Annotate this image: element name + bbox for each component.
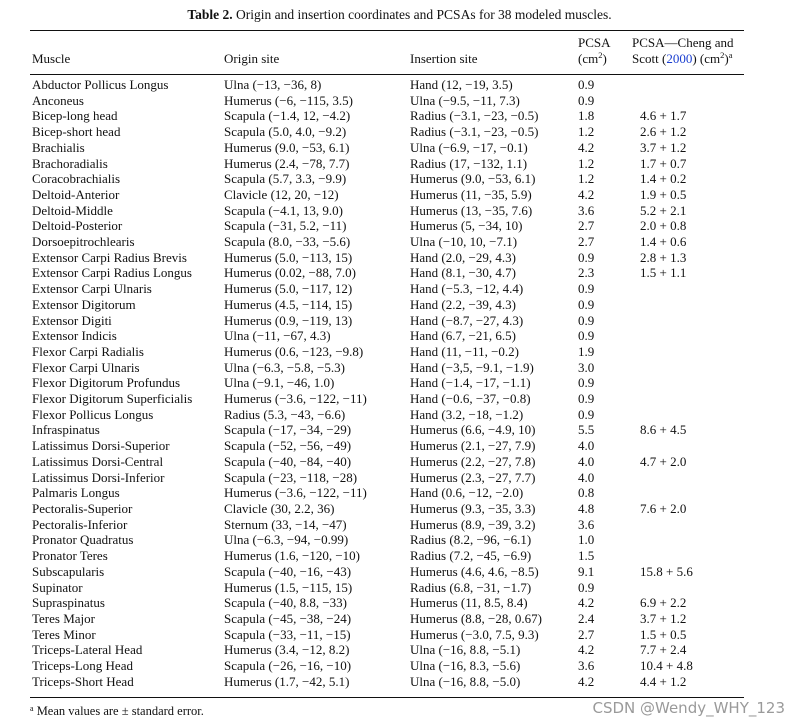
cell-pcsa: 4.0 [578,438,595,454]
cell-insertion: Ulna (−6.9, −17, −0.1) [410,139,528,155]
cell-cheng-pcsa [630,93,744,109]
top-rule [30,30,744,31]
muscle-table [30,77,744,689]
cell-cheng-pcsa [630,548,744,564]
cell-pcsa: 1.2 [578,155,595,171]
cell-cheng-pcsa: 4.6 + 1.7 [640,108,687,124]
cell-cheng-pcsa [630,375,744,391]
header-insertion: Insertion site [410,51,478,66]
cell-origin: Humerus (1.5, −115, 15) [224,579,353,595]
cell-muscle: Teres Minor [32,626,96,642]
cell-insertion: Hand (2.2, −39, 4.3) [410,296,516,312]
table-row [30,344,744,360]
cell-pcsa: 0.8 [578,485,595,501]
cell-insertion: Humerus (8.8, −28, 0.67) [410,610,542,626]
cell-insertion: Ulna (−9.5, −11, 7.3) [410,92,520,108]
cell-cheng-pcsa: 5.2 + 2.1 [640,202,687,218]
cell-origin: Clavicle (12, 20, −12) [224,186,339,202]
cell-origin: Humerus (−6, −115, 3.5) [224,92,353,108]
cell-origin: Scapula (−4.1, 13, 9.0) [224,202,343,218]
cell-origin: Scapula (−31, 5.2, −11) [224,218,347,234]
cell-insertion: Hand (−3,5, −9.1, −1.9) [410,359,534,375]
cell-pcsa: 9.1 [578,563,595,579]
cell-muscle: Bicep-short head [32,124,121,140]
cell-muscle: Triceps-Short Head [32,673,134,689]
cell-insertion: Humerus (4.6, 4.6, −8.5) [410,563,539,579]
cell-origin: Ulna (−11, −67, 4.3) [224,328,331,344]
cell-origin: Humerus (−3.6, −122, −11) [224,391,367,407]
cell-cheng-pcsa [630,360,744,376]
cell-pcsa: 0.9 [578,249,595,265]
cell-origin: Humerus (0.02, −88, 7.0) [224,265,356,281]
cell-muscle: Anconeus [32,92,84,108]
cell-insertion: Humerus (8.9, −39, 3.2) [410,516,536,532]
table-row [30,642,744,658]
table-row [30,422,744,438]
table-row [30,485,744,501]
cell-pcsa: 1.9 [578,343,595,359]
table-row [30,77,744,93]
cell-origin: Scapula (−23, −118, −28) [224,469,358,485]
cell-pcsa: 2.7 [578,626,595,642]
cell-cheng-pcsa [630,328,744,344]
cell-pcsa: 4.0 [578,453,595,469]
table-row [30,375,744,391]
cell-insertion: Radius (−3.1, −23, −0.5) [410,124,539,140]
table-row [30,407,744,423]
cell-pcsa: 3.6 [578,658,595,674]
cell-insertion: Humerus (13, −35, 7.6) [410,202,533,218]
table-row [30,580,744,596]
cell-insertion: Humerus (9.0, −53, 6.1) [410,171,536,187]
cell-cheng-pcsa [630,517,744,533]
cell-origin: Scapula (−26, −16, −10) [224,658,352,674]
muscle-table-body [30,77,744,689]
cell-origin: Scapula (−17, −34, −29) [224,422,352,438]
cell-muscle: Extensor Indicis [32,328,117,344]
cell-muscle: Deltoid-Middle [32,202,113,218]
table-row [30,501,744,517]
cell-insertion: Hand (12, −19, 3.5) [410,77,513,92]
table-row [30,218,744,234]
table-row [30,595,744,611]
table-row [30,140,744,156]
cell-muscle: Brachialis [32,139,85,155]
cell-cheng-pcsa: 3.7 + 1.2 [640,610,687,626]
table-row [30,265,744,281]
header-origin: Origin site [224,51,280,66]
cell-pcsa: 0.9 [578,375,595,391]
cell-origin: Scapula (−40, 8.8, −33) [224,595,347,611]
cell-cheng-pcsa: 7.6 + 2.0 [640,500,687,516]
cell-pcsa: 0.9 [578,406,595,422]
cell-origin: Humerus (1.6, −120, −10) [224,548,360,564]
cell-origin: Humerus (−3.6, −122, −11) [224,485,367,501]
table-row [30,124,744,140]
cell-cheng-pcsa [630,532,744,548]
table-title: Origin and insertion coordinates and PCSAs for 38 modeled muscles. [235,7,612,22]
table-row [30,674,744,690]
cell-muscle: Flexor Carpi Ulnaris [32,359,140,375]
table-row [30,470,744,486]
cell-insertion: Radius (−3.1, −23, −0.5) [410,108,539,124]
cell-pcsa: 1.2 [578,124,595,140]
cell-pcsa: 1.2 [578,171,595,187]
cell-muscle: Infraspinatus [32,422,100,438]
cell-insertion: Hand (8.1, −30, 4.7) [410,265,516,281]
cell-insertion: Ulna (−16, 8.8, −5.1) [410,642,521,658]
cell-cheng-pcsa [630,485,744,501]
cell-muscle: Pronator Quadratus [32,532,134,548]
table-row [30,297,744,313]
cell-cheng-pcsa: 6.9 + 2.2 [640,595,687,611]
cell-muscle: Extensor Digiti [32,312,112,328]
cell-pcsa: 0.9 [578,296,595,312]
cell-muscle: Extensor Carpi Radius Brevis [32,249,187,265]
cell-muscle: Flexor Digitorum Superficialis [32,391,193,407]
cell-pcsa: 2.4 [578,610,595,626]
cell-origin: Humerus (4.5, −114, 15) [224,296,353,312]
cell-cheng-pcsa [630,438,744,454]
cell-muscle: Dorsoepitrochlearis [32,234,135,250]
cell-muscle: Pectoralis-Inferior [32,516,128,532]
cell-muscle: Latissimus Dorsi-Superior [32,438,170,454]
cell-pcsa: 0.9 [578,328,595,344]
cell-cheng-pcsa: 7.7 + 2.4 [640,642,687,658]
cell-muscle: Flexor Carpi Radialis [32,343,144,359]
cell-pcsa: 4.2 [578,673,595,689]
citation-link[interactable]: 2000 [666,51,693,66]
cell-insertion: Hand (−0.6, −37, −0.8) [410,391,531,407]
cell-cheng-pcsa: 2.8 + 1.3 [640,249,687,265]
cell-cheng-pcsa [630,407,744,423]
cell-cheng-pcsa [630,281,744,297]
cell-origin: Scapula (−45, −38, −24) [224,610,352,626]
cell-insertion: Humerus (6.6, −4.9, 10) [410,422,536,438]
header-cheng [632,35,733,67]
cell-insertion: Radius (6.8, −31, −1.7) [410,579,532,595]
table-row [30,250,744,266]
cell-cheng-pcsa: 8.6 + 4.5 [640,422,687,438]
cell-pcsa: 0.9 [578,281,595,297]
cell-origin: Scapula (−1.4, 12, −4.2) [224,108,351,124]
cell-muscle: Supraspinatus [32,595,105,611]
cell-origin: Ulna (−6.3, −5.8, −5.3) [224,359,345,375]
table-row [30,171,744,187]
cell-insertion: Hand (−8.7, −27, 4.3) [410,312,524,328]
cell-muscle: Bicep-long head [32,108,118,124]
cell-pcsa: 1.5 [578,548,595,564]
cell-insertion: Hand (0.6, −12, −2.0) [410,485,524,501]
cell-origin: Scapula (8.0, −33, −5.6) [224,234,351,250]
cell-cheng-pcsa [630,297,744,313]
table-row [30,532,744,548]
cell-cheng-pcsa: 1.7 + 0.7 [640,155,687,171]
cell-pcsa: 4.8 [578,500,595,516]
cell-pcsa: 0.9 [578,92,595,108]
cell-cheng-pcsa: 2.0 + 0.8 [640,218,687,234]
cell-insertion: Hand (2.0, −29, 4.3) [410,249,516,265]
cell-muscle: Deltoid-Posterior [32,218,123,234]
cell-muscle: Latissimus Dorsi-Inferior [32,469,165,485]
cell-cheng-pcsa: 2.6 + 1.2 [640,124,687,140]
cell-cheng-pcsa [630,313,744,329]
cell-insertion: Ulna (−16, 8.8, −5.0) [410,673,521,689]
watermark: CSDN @Wendy_WHY_123 [592,699,785,717]
cell-insertion: Humerus (2.2, −27, 7.8) [410,453,536,469]
table-row [30,391,744,407]
cell-muscle: Latissimus Dorsi-Central [32,453,164,469]
header-pcsa [578,35,611,67]
header-pcsa-label: PCSA [578,35,611,50]
cell-muscle: Subscapularis [32,563,105,579]
cell-origin: Scapula (−33, −11, −15) [224,626,351,642]
cell-insertion: Hand (−1.4, −17, −1.1) [410,375,531,391]
cell-cheng-pcsa: 1.9 + 0.5 [640,186,687,202]
cell-pcsa: 3.0 [578,359,595,375]
cell-pcsa: 0.9 [578,391,595,407]
cell-origin: Ulna (−6.3, −94, −0.99) [224,532,349,548]
cell-pcsa: 5.5 [578,422,595,438]
cell-origin: Ulna (−9.1, −46, 1.0) [224,375,335,391]
table-label: Table 2. [187,7,233,22]
cell-muscle: Extensor Digitorum [32,296,136,312]
cell-muscle: Palmaris Longus [32,485,120,501]
cell-pcsa: 0.9 [578,312,595,328]
cell-pcsa: 4.0 [578,469,595,485]
table-row [30,658,744,674]
cell-muscle: Triceps-Long Head [32,658,133,674]
cell-insertion: Radius (8.2, −96, −6.1) [410,532,532,548]
table-row [30,281,744,297]
cell-insertion: Radius (17, −132, 1.1) [410,155,528,171]
footnote [30,704,204,719]
header-pcsa-unit: $(cm^2)$ [578,50,607,66]
cell-origin: Ulna (−13, −36, 8) [224,77,322,92]
table-row [30,234,744,250]
cell-origin: Humerus (5.0, −113, 15) [224,249,353,265]
cell-insertion: Humerus (5, −34, 10) [410,218,523,234]
cell-cheng-pcsa: 10.4 + 4.8 [640,658,693,674]
table-row [30,517,744,533]
cell-muscle: Deltoid-Anterior [32,186,120,202]
table-row [30,187,744,203]
cell-muscle: Abductor Pollicus Longus [32,77,169,92]
header-cheng-line2: Scott (2000) $(cm^2)^a$ [632,50,733,66]
cell-cheng-pcsa: 1.4 + 0.6 [640,234,687,250]
cell-muscle: Pronator Teres [32,548,108,564]
table-row [30,313,744,329]
cell-cheng-pcsa [630,580,744,596]
cell-insertion: Hand (6.7, −21, 6.5) [410,328,516,344]
table-row [30,108,744,124]
cell-insertion: Humerus (11, 8.5, 8.4) [410,595,528,611]
table-row [30,627,744,643]
table-row [30,156,744,172]
cell-muscle: Extensor Carpi Radius Longus [32,265,192,281]
cell-cheng-pcsa: 4.4 + 1.2 [640,673,687,689]
cell-origin: Scapula (5.7, 3.3, −9.9) [224,171,347,187]
table-row [30,548,744,564]
cell-muscle: Teres Major [32,610,95,626]
cell-pcsa: 2.7 [578,218,595,234]
cell-pcsa: 3.6 [578,202,595,218]
cell-origin: Humerus (3.4, −12, 8.2) [224,642,350,658]
cell-cheng-pcsa [630,77,744,93]
cell-origin: Scapula (5.0, 4.0, −9.2) [224,124,347,140]
cell-origin: Humerus (2.4, −78, 7.7) [224,155,350,171]
cell-pcsa: 0.9 [578,77,595,92]
cell-muscle: Coracobrachialis [32,171,121,187]
cell-pcsa: 4.2 [578,186,595,202]
table-row [30,93,744,109]
cell-insertion: Humerus (2.3, −27, 7.7) [410,469,536,485]
cell-insertion: Ulna (−16, 8.3, −5.6) [410,658,521,674]
cell-pcsa: 4.2 [578,139,595,155]
cell-origin: Humerus (9.0, −53, 6.1) [224,139,350,155]
cell-cheng-pcsa [630,344,744,360]
cell-insertion: Humerus (11, −35, 5.9) [410,186,532,202]
cell-origin: Sternum (33, −14, −47) [224,516,347,532]
cell-cheng-pcsa: 15.8 + 5.6 [640,563,693,579]
cell-muscle: Flexor Pollicus Longus [32,406,154,422]
footnote-mark: a [30,704,34,713]
cell-muscle: Supinator [32,579,83,595]
cell-pcsa: 2.3 [578,265,595,281]
cell-cheng-pcsa: 1.4 + 0.2 [640,171,687,187]
cell-insertion: Humerus (9.3, −35, 3.3) [410,500,536,516]
footnote-text: Mean values are ± standard error. [33,704,204,718]
cell-pcsa: 0.9 [578,579,595,595]
cell-pcsa: 1.8 [578,108,595,124]
cell-insertion: Radius (7.2, −45, −6.9) [410,548,532,564]
cell-origin: Scapula (−40, −84, −40) [224,453,352,469]
cell-origin: Humerus (5.0, −117, 12) [224,281,353,297]
table-row [30,611,744,627]
table-row [30,328,744,344]
cell-muscle: Brachoradialis [32,155,108,171]
cell-muscle: Triceps-Lateral Head [32,642,143,658]
cell-pcsa: 4.2 [578,595,595,611]
cell-cheng-pcsa [630,391,744,407]
cell-insertion: Hand (3.2, −18, −1.2) [410,406,524,422]
cell-cheng-pcsa: 1.5 + 0.5 [640,626,687,642]
cell-insertion: Humerus (2.1, −27, 7.9) [410,438,536,454]
cell-muscle: Extensor Carpi Ulnaris [32,281,152,297]
cell-pcsa: 4.2 [578,642,595,658]
cell-cheng-pcsa: 1.5 + 1.1 [640,265,687,281]
cell-origin: Radius (5.3, −43, −6.6) [224,406,346,422]
header-rule [30,74,744,75]
cell-cheng-pcsa: 3.7 + 1.2 [640,139,687,155]
cell-muscle: Flexor Digitorum Profundus [32,375,181,391]
cell-origin: Humerus (1.7, −42, 5.1) [224,673,350,689]
cell-insertion: Hand (−5.3, −12, 4.4) [410,281,524,297]
cell-origin: Humerus (0.9, −119, 13) [224,312,353,328]
footnote-marker: a [728,50,733,60]
cell-pcsa: 2.7 [578,234,595,250]
table-caption [0,7,799,23]
cell-insertion: Hand (11, −11, −0.2) [410,343,520,359]
header-cheng-line1: PCSA—Cheng and [632,35,734,50]
cell-origin: Scapula (−52, −56, −49) [224,438,352,454]
cell-muscle: Pectoralis-Superior [32,500,133,516]
cell-cheng-pcsa: 4.7 + 2.0 [640,453,687,469]
table-row [30,564,744,580]
cell-insertion: Ulna (−10, 10, −7.1) [410,234,518,250]
table-row [30,360,744,376]
cell-pcsa: 1.0 [578,532,595,548]
cell-pcsa: 3.6 [578,516,595,532]
header-muscle: Muscle [32,51,71,66]
table-row [30,203,744,219]
table-row [30,454,744,470]
table-row [30,438,744,454]
cell-insertion: Humerus (−3.0, 7.5, 9.3) [410,626,539,642]
cell-cheng-pcsa [630,470,744,486]
cell-origin: Clavicle (30, 2.2, 36) [224,500,335,516]
cell-origin: Scapula (−40, −16, −43) [224,563,352,579]
cell-origin: Humerus (0.6, −123, −9.8) [224,343,364,359]
